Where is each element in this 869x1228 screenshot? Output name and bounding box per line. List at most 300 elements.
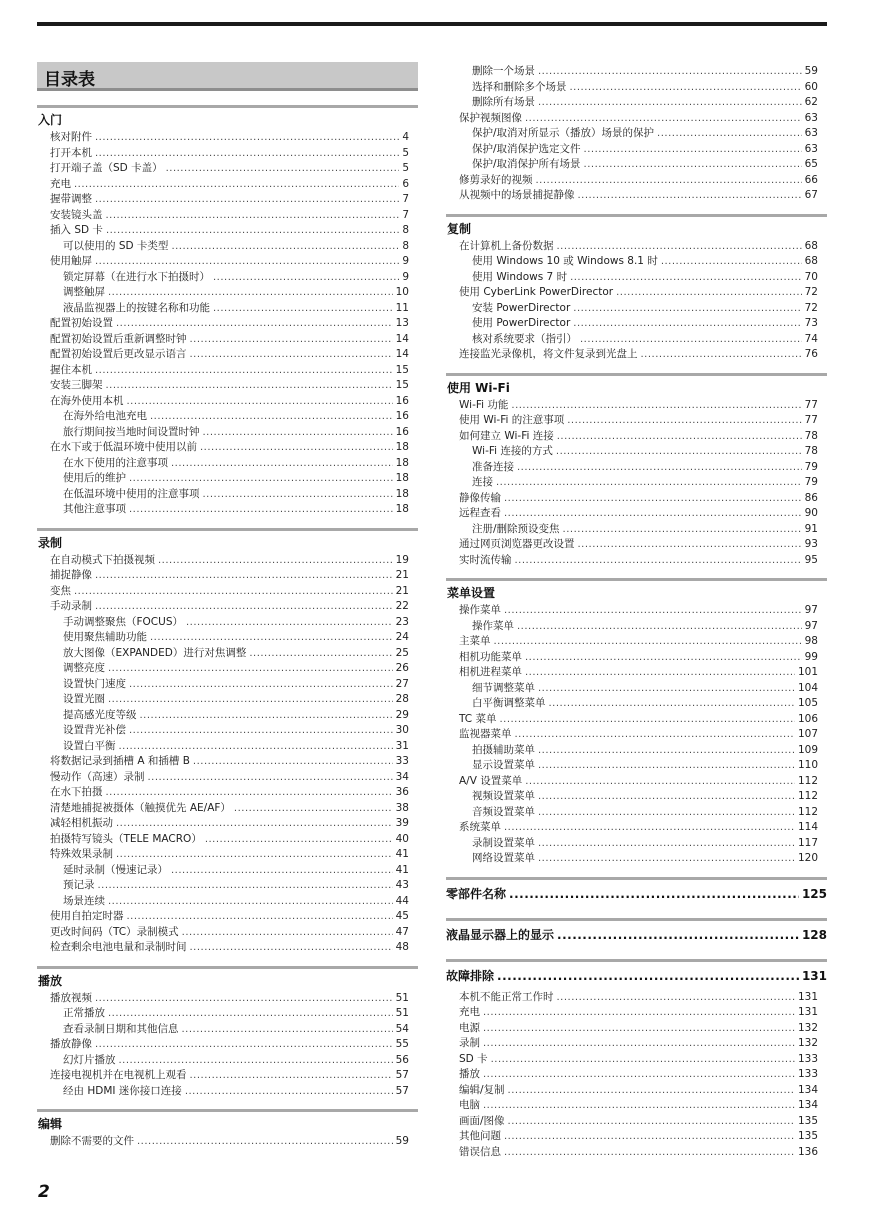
entry-page-number: 134 — [797, 1099, 818, 1111]
toc-subentry[interactable] — [63, 424, 409, 439]
entry-page-number: 57 — [395, 1069, 409, 1081]
toc-entry[interactable] — [459, 172, 818, 187]
entry-label: 使用 PowerDirector — [472, 317, 571, 329]
toc-entry[interactable] — [50, 176, 409, 191]
dot-leader — [213, 272, 399, 283]
dot-leader — [567, 415, 801, 426]
toc-subentry[interactable] — [472, 443, 818, 458]
dot-leader — [525, 652, 802, 663]
toc-subentry[interactable] — [472, 459, 818, 474]
toc-subentry[interactable] — [472, 757, 818, 772]
toc-entry[interactable] — [50, 315, 409, 330]
toc-entry[interactable] — [459, 490, 818, 505]
dot-leader — [127, 396, 393, 407]
entry-label: 变焦 — [50, 584, 71, 597]
chapter-row — [446, 885, 827, 905]
toc-subentry[interactable] — [63, 1052, 409, 1067]
dot-leader — [641, 349, 802, 360]
entry-label: Wi-Fi 功能 — [459, 398, 509, 411]
toc-subentry[interactable] — [63, 722, 409, 737]
dot-leader — [557, 928, 799, 942]
entry-label: A/V 设置菜单 — [459, 774, 523, 787]
entry-label: 使用自拍定时器 — [50, 910, 124, 922]
toc-subentry[interactable] — [63, 738, 409, 753]
entry-label: 白平衡调整菜单 — [472, 697, 546, 709]
toc-entry[interactable] — [459, 664, 818, 679]
toc-entry[interactable] — [459, 397, 818, 412]
toc-entry[interactable] — [50, 753, 409, 768]
entry-page-number: 114 — [797, 821, 818, 833]
entry-page-number: 110 — [797, 759, 818, 771]
toc-entry[interactable] — [459, 284, 818, 299]
entry-page-number: 91 — [804, 522, 818, 535]
toc-entry[interactable] — [459, 187, 818, 202]
toc-entry[interactable] — [50, 160, 409, 175]
toc-subentry[interactable] — [472, 788, 818, 803]
entry-label: 清楚地捕捉被摄体（触摸优先 AE/AF） — [50, 801, 231, 814]
entry-page-number: 98 — [804, 635, 818, 647]
entry-page-number: 38 — [395, 801, 409, 814]
dot-leader — [108, 287, 393, 298]
dot-leader — [74, 586, 393, 597]
toc-entry[interactable] — [459, 428, 818, 443]
toc-entry[interactable] — [50, 191, 409, 206]
dot-leader — [129, 725, 393, 736]
toc-entry[interactable] — [459, 773, 818, 788]
toc-entry[interactable] — [459, 1113, 818, 1128]
dot-leader — [557, 241, 802, 252]
toc-subentry[interactable] — [63, 300, 409, 315]
toc-subentry[interactable] — [63, 629, 409, 644]
toc-subentry[interactable] — [472, 742, 818, 757]
entry-label: 连接 — [472, 476, 493, 488]
toc-subentry[interactable] — [63, 501, 409, 516]
toc-subentry[interactable] — [63, 408, 409, 423]
dot-leader — [116, 318, 393, 329]
toc-entry[interactable] — [50, 784, 409, 799]
dot-leader — [573, 318, 801, 329]
entry-label: 配置初始设置 — [50, 317, 113, 329]
entry-page-number: 79 — [804, 476, 818, 488]
entry-label: 系统菜单 — [459, 821, 501, 833]
entry-label: 实时流传输 — [459, 553, 512, 566]
toc-entry[interactable] — [50, 552, 409, 567]
toc-entry[interactable] — [459, 1051, 818, 1066]
dot-leader — [584, 144, 802, 155]
dot-leader — [190, 334, 393, 345]
toc-subentry[interactable] — [472, 695, 818, 710]
toc-entry[interactable] — [50, 207, 409, 222]
toc-entry[interactable] — [50, 908, 409, 923]
entry-label: 如何建立 Wi-Fi 连接 — [459, 429, 554, 442]
dot-leader — [499, 714, 794, 725]
toc-subentry[interactable] — [63, 455, 409, 470]
toc-subentry[interactable] — [63, 486, 409, 501]
toc-entry[interactable] — [459, 346, 818, 361]
dot-leader — [119, 1055, 393, 1066]
dot-leader — [483, 1038, 795, 1049]
dot-leader — [95, 365, 393, 376]
toc-entry[interactable] — [50, 377, 409, 392]
entry-label: 旅行期间按当地时间设置时钟 — [63, 425, 200, 438]
toc-subentry[interactable] — [472, 618, 818, 633]
dot-leader — [95, 132, 399, 143]
toc-entry[interactable] — [50, 1133, 409, 1148]
toc-entry[interactable] — [50, 800, 409, 815]
section-heading-label: 入门 — [38, 113, 63, 127]
entry-label: 显示设置菜单 — [472, 759, 535, 771]
entry-page-number: 63 — [804, 111, 818, 124]
entry-page-number: 6 — [402, 177, 409, 190]
entry-label: 使用 Windows 7 时 — [472, 270, 568, 283]
toc-entry[interactable] — [459, 602, 818, 617]
entry-label: 正常播放 — [63, 1007, 105, 1019]
dot-leader — [190, 1070, 393, 1081]
entry-label: 设置白平衡 — [63, 739, 116, 752]
toc-subentry[interactable] — [63, 284, 409, 299]
entry-page-number: 41 — [395, 848, 409, 860]
toc-subentry[interactable] — [63, 877, 409, 892]
toc-subentry[interactable] — [63, 470, 409, 485]
entry-label: 删除一个场景 — [472, 65, 535, 77]
toc-subentry[interactable] — [472, 680, 818, 695]
entry-label: 播放视频 — [50, 991, 92, 1004]
dot-leader — [95, 993, 393, 1004]
dot-leader — [106, 225, 399, 236]
toc-subentry[interactable] — [472, 474, 818, 489]
toc-entry[interactable] — [459, 412, 818, 427]
toc-subentry[interactable] — [472, 79, 818, 94]
toc-subentry[interactable] — [472, 331, 818, 346]
entry-label: 播放静像 — [50, 1038, 92, 1050]
dot-leader — [249, 648, 392, 659]
dot-leader — [108, 896, 393, 907]
entry-label: 操作菜单 — [472, 619, 514, 632]
toc-entry[interactable] — [459, 1020, 818, 1035]
toc-title-bar — [37, 62, 418, 91]
entry-page-number: 23 — [395, 615, 409, 628]
toc-entry[interactable] — [50, 769, 409, 784]
entry-page-number: 39 — [395, 817, 409, 829]
entry-page-number: 57 — [395, 1084, 409, 1097]
dot-leader — [584, 159, 802, 170]
toc-entry[interactable] — [50, 598, 409, 613]
toc-entry[interactable] — [50, 1067, 409, 1082]
toc-entry[interactable] — [50, 567, 409, 582]
toc-subentry[interactable] — [472, 300, 818, 315]
entry-page-number: 45 — [395, 910, 409, 922]
dot-leader — [98, 880, 393, 891]
toc-entry[interactable] — [459, 1082, 818, 1097]
toc-subentry[interactable] — [472, 125, 818, 140]
toc-subentry[interactable] — [472, 315, 818, 330]
entry-page-number: 24 — [395, 631, 409, 643]
toc-subentry[interactable] — [472, 141, 818, 156]
entry-label: 核对系统要求（指引） — [472, 332, 577, 345]
entry-label: 核对附件 — [50, 131, 92, 143]
entry-label: 手动录制 — [50, 600, 92, 612]
entry-label: 配置初始设置后重新调整时钟 — [50, 332, 187, 345]
toc-entry[interactable] — [50, 939, 409, 954]
toc-entry[interactable] — [459, 552, 818, 567]
entry-label: 通过网页浏览器更改设置 — [459, 538, 575, 550]
entry-page-number: 112 — [797, 790, 818, 802]
toc-entry[interactable] — [459, 711, 818, 726]
toc-entry[interactable] — [50, 924, 409, 939]
entry-page-number: 105 — [797, 697, 818, 709]
dot-leader — [193, 756, 393, 767]
dot-leader — [536, 175, 802, 186]
entry-label: 使用后的维护 — [63, 472, 126, 484]
dot-leader — [491, 1054, 795, 1065]
toc-entry[interactable] — [50, 815, 409, 830]
dot-leader — [538, 807, 795, 818]
entry-page-number: 59 — [395, 1135, 409, 1147]
toc-subentry[interactable] — [63, 238, 409, 253]
entry-page-number: 29 — [395, 708, 409, 721]
dot-leader — [108, 663, 393, 674]
entry-label: 握带调整 — [50, 193, 92, 205]
entry-page-number: 60 — [804, 80, 818, 93]
dot-leader — [116, 818, 393, 829]
toc-subentry[interactable] — [472, 156, 818, 171]
toc-subentry[interactable] — [472, 521, 818, 536]
toc-subentry[interactable] — [472, 269, 818, 284]
dot-leader — [203, 489, 393, 500]
entry-label: 调整亮度 — [63, 662, 105, 674]
dot-leader — [504, 508, 802, 519]
entry-page-number: 72 — [804, 286, 818, 298]
toc-entry[interactable] — [459, 649, 818, 664]
entry-page-number: 9 — [402, 255, 409, 267]
dot-leader — [504, 1147, 795, 1158]
entry-label: 在自动模式下拍摄视频 — [50, 553, 155, 566]
section-heading-label: 录制 — [38, 535, 63, 550]
entry-page-number: 78 — [804, 429, 818, 442]
toc-subentry[interactable] — [472, 835, 818, 850]
toc-entry[interactable] — [459, 1066, 818, 1081]
toc-entry[interactable] — [459, 726, 818, 741]
dot-leader — [511, 400, 801, 411]
toc-entry[interactable] — [50, 439, 409, 454]
entry-page-number: 112 — [797, 774, 818, 787]
entry-label: 预记录 — [63, 879, 95, 891]
entry-page-number: 93 — [804, 538, 818, 550]
entry-page-number: 97 — [804, 604, 818, 616]
dot-leader — [129, 679, 393, 690]
toc-entry[interactable] — [50, 253, 409, 268]
entry-page-number: 56 — [395, 1053, 409, 1066]
dot-leader — [517, 462, 802, 473]
toc-subentry[interactable] — [63, 691, 409, 706]
toc-subentry[interactable] — [63, 1005, 409, 1020]
entry-label: SD 卡 — [459, 1052, 488, 1065]
entry-label: 安装三脚架 — [50, 379, 103, 391]
entry-label: 操作菜单 — [459, 604, 501, 616]
entry-label: 录制设置菜单 — [472, 836, 535, 849]
entry-page-number: 63 — [804, 127, 818, 139]
dot-leader — [106, 210, 400, 221]
toc-subentry[interactable] — [63, 1083, 409, 1098]
entry-label: 保护/取消对所显示（播放）场景的保护 — [472, 127, 655, 139]
entry-page-number: 97 — [804, 619, 818, 632]
entry-label: 充电 — [50, 177, 71, 190]
toc-entry[interactable] — [50, 990, 409, 1005]
toc-entry[interactable] — [459, 819, 818, 834]
entry-page-number: 9 — [402, 270, 409, 283]
entry-label: 经由 HDMI 迷你接口连接 — [63, 1084, 182, 1097]
toc-subentry[interactable] — [472, 804, 818, 819]
chapter-link[interactable] — [446, 959, 827, 982]
toc-entry[interactable] — [50, 831, 409, 846]
toc-subentry[interactable] — [63, 645, 409, 660]
chapter-link[interactable] — [446, 877, 827, 900]
dot-leader — [483, 1007, 795, 1018]
entry-page-number: 21 — [395, 584, 409, 597]
entry-page-number: 14 — [395, 348, 409, 360]
dot-leader — [525, 667, 795, 678]
dot-leader — [95, 601, 393, 612]
dot-leader — [557, 431, 802, 442]
dot-leader — [616, 287, 802, 298]
entry-page-number: 112 — [797, 805, 818, 818]
entry-page-number: 66 — [804, 173, 818, 186]
dot-leader — [580, 334, 802, 345]
dot-leader — [171, 865, 393, 876]
entry-page-number: 26 — [395, 662, 409, 674]
entry-label: 删除所有场景 — [472, 96, 535, 108]
toc-entry[interactable] — [50, 346, 409, 361]
toc-subentry[interactable] — [63, 660, 409, 675]
toc-entry[interactable] — [459, 110, 818, 125]
entry-page-number: 7 — [402, 193, 409, 205]
entry-label: 打开本机 — [50, 146, 92, 159]
entry-page-number: 5 — [402, 146, 409, 159]
entry-page-number: 70 — [804, 270, 818, 283]
toc-entry[interactable] — [50, 145, 409, 160]
dot-leader — [496, 477, 802, 488]
toc-subentry[interactable] — [63, 614, 409, 629]
entry-page-number: 5 — [402, 162, 409, 174]
entry-label: 使用 Wi-Fi 的注意事项 — [459, 414, 565, 426]
toc-entry[interactable] — [459, 989, 818, 1004]
entry-label: 锁定屏幕（在进行水下拍摄时） — [63, 270, 210, 283]
section-heading — [37, 966, 418, 989]
dot-leader — [129, 473, 393, 484]
toc-entry[interactable] — [459, 536, 818, 551]
toc-subentry[interactable] — [472, 94, 818, 109]
dot-leader — [515, 729, 795, 740]
entry-label: 保护/取消保护选定文件 — [472, 142, 581, 155]
toc-entry[interactable] — [459, 1035, 818, 1050]
toc-subentry[interactable] — [63, 862, 409, 877]
toc-entry[interactable] — [459, 505, 818, 520]
page-number: 2 — [38, 1182, 50, 1202]
entry-label: 视频设置菜单 — [472, 790, 535, 802]
dot-leader — [556, 446, 802, 457]
toc-entry[interactable] — [50, 362, 409, 377]
dot-leader — [557, 992, 795, 1003]
toc-entry[interactable] — [50, 583, 409, 598]
dot-leader — [185, 1086, 393, 1097]
toc-entry[interactable] — [459, 633, 818, 648]
toc-subentry[interactable] — [63, 707, 409, 722]
chapter-link[interactable] — [446, 918, 827, 941]
entry-label: 远程查看 — [459, 507, 501, 519]
entry-label: 细节调整菜单 — [472, 681, 535, 694]
entry-label: 使用触屏 — [50, 255, 92, 267]
dot-leader — [158, 555, 393, 566]
entry-page-number: 51 — [395, 991, 409, 1004]
dot-leader — [538, 683, 795, 694]
entry-page-number: 47 — [395, 925, 409, 938]
toc-subentry[interactable] — [472, 63, 818, 78]
entry-page-number: 76 — [804, 348, 818, 360]
toc-entry[interactable] — [50, 1036, 409, 1051]
toc-entry[interactable] — [459, 1128, 818, 1143]
entry-label: 查看录制日期和其他信息 — [63, 1022, 179, 1035]
entry-label: 配置初始设置后更改显示语言 — [50, 348, 187, 360]
toc-subentry[interactable] — [63, 269, 409, 284]
toc-subentry[interactable] — [63, 893, 409, 908]
toc-entry[interactable] — [50, 222, 409, 237]
toc-entry[interactable] — [459, 1144, 818, 1159]
dot-leader — [563, 524, 802, 535]
dot-leader — [203, 427, 393, 438]
toc-entry[interactable] — [459, 1004, 818, 1019]
entry-page-number: 41 — [395, 863, 409, 876]
entry-label: 准备连接 — [472, 460, 514, 473]
entry-label: 其他注意事项 — [63, 503, 126, 515]
entry-label: 在水下拍摄 — [50, 786, 103, 798]
entry-label: 其他问题 — [459, 1130, 501, 1142]
dot-leader — [661, 256, 802, 267]
dot-leader — [116, 849, 393, 860]
entry-page-number: 74 — [804, 332, 818, 345]
entry-page-number: 59 — [804, 65, 818, 77]
entry-page-number: 7 — [402, 208, 409, 221]
dot-leader — [95, 1039, 393, 1050]
dot-leader — [538, 66, 802, 77]
toc-entry[interactable] — [50, 331, 409, 346]
entry-page-number: 73 — [804, 317, 818, 329]
toc-entry[interactable] — [459, 1097, 818, 1112]
entry-label: TC 菜单 — [459, 712, 497, 725]
dot-leader — [205, 834, 393, 845]
dot-leader — [95, 570, 393, 581]
entry-label: 编辑/复制 — [459, 1083, 505, 1096]
dot-leader — [166, 163, 400, 174]
entry-label: 主菜单 — [459, 635, 491, 647]
entry-label: 安装 PowerDirector — [472, 301, 571, 314]
toc-subentry[interactable] — [63, 1021, 409, 1036]
entry-label: 网络设置菜单 — [472, 852, 535, 864]
toc-entry[interactable] — [50, 393, 409, 408]
toc-subentry[interactable] — [63, 676, 409, 691]
entry-label: 减轻相机振动 — [50, 817, 113, 829]
toc-entry[interactable] — [50, 846, 409, 861]
toc-subentry[interactable] — [472, 253, 818, 268]
toc-subentry[interactable] — [472, 850, 818, 865]
dot-leader — [171, 458, 393, 469]
dot-leader — [504, 605, 802, 616]
dot-leader — [234, 803, 393, 814]
toc-entry[interactable] — [50, 129, 409, 144]
dot-leader — [127, 911, 393, 922]
toc-entry[interactable] — [459, 238, 818, 253]
entry-page-number: 16 — [395, 410, 409, 422]
entry-page-number: 136 — [797, 1145, 818, 1158]
